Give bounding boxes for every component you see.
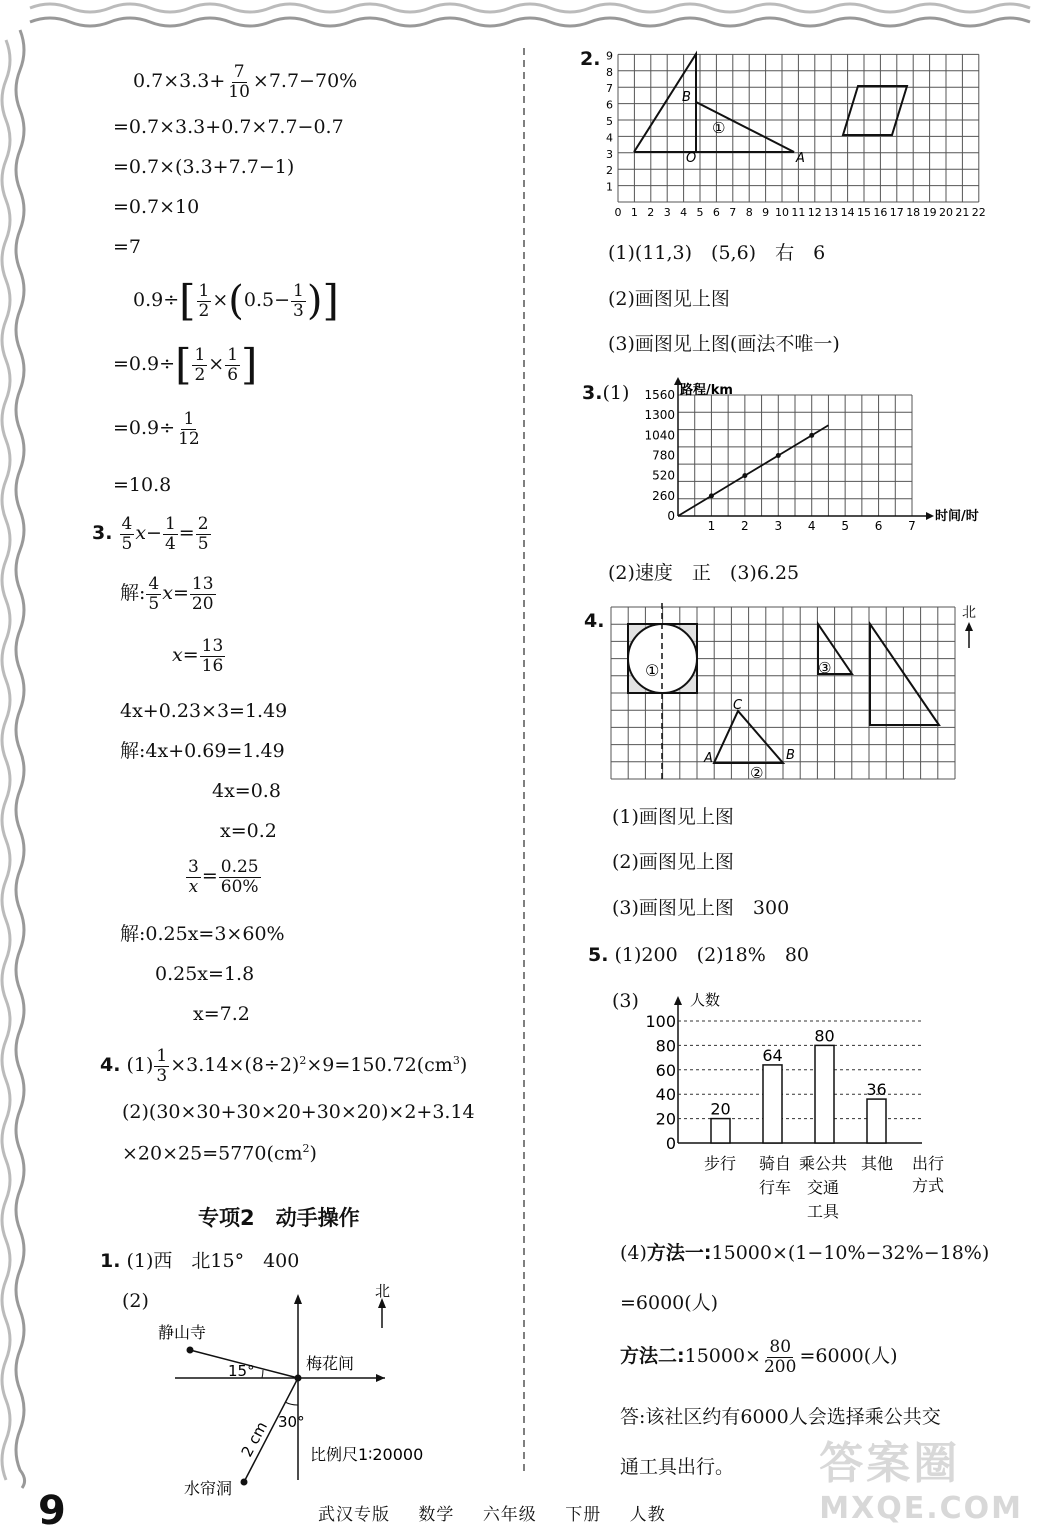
data-point [709,493,714,498]
grid4-label-two: ② [750,764,764,782]
grid-x-tick: 17 [889,206,904,219]
bar-chart-xlabel-line1: 出行 [912,1154,945,1173]
grid-x-tick: 22 [971,206,986,219]
grid-y-tick: 3 [606,147,613,161]
grid-x-tick: 0 [614,206,622,219]
chart-x-tick: 1 [707,519,716,533]
grid-y-tick: 9 [606,49,613,63]
q4-answer-3: (3)画图见上图 300 [612,897,790,919]
calc-line-5: =7 [113,236,142,258]
grid-x-tick: 4 [680,206,688,219]
grid-x-tick: 11 [791,206,806,219]
calc2-line-4: =10.8 [113,474,172,496]
grid4-label-a: A [704,751,713,766]
q4-answer-2: (2)画图见上图 [612,851,734,873]
map-temple-label: 静山寺 [158,1323,207,1342]
grid-x-tick: 15 [857,206,871,219]
bar-category-label: 骑自 [758,1154,792,1173]
bar [763,1065,782,1143]
q5-sub-3: (3) [612,990,639,1012]
drawing-grid [607,603,1002,785]
q3-eq2-step-3: x=0.2 [220,820,277,842]
calc2-line-3: =0.9÷ $\frac{1}{12}$ [113,409,200,449]
page-number: 9 [38,1488,66,1534]
q2-answer-2: (2)画图见上图 [608,288,730,310]
watermark [819,1427,1023,1526]
chart-x-tick: 4 [807,519,816,533]
map-cave-label: 水帘洞 [184,1479,233,1498]
grid-x-tick: 8 [745,206,753,219]
chart-x-tick: 7 [908,519,916,533]
bar-y-tick: 0 [665,1134,676,1153]
chart-ylabel: 路程/km [680,383,733,398]
footer-volume: 下册 [565,1505,602,1525]
calc-line-4: =0.7×10 [113,196,200,218]
q4-answer-1: (1)画图见上图 [612,806,734,828]
q3-solution-1: 解: $\frac{4}{5}$ x= $\frac{13}{20}$ [120,574,214,614]
grid-y-tick: 7 [606,82,613,96]
q2-answer-1: (1)(11,3) (5,6) 右 6 [608,242,826,264]
question-4-part-2-cont: $\times 20\times 25=5770(cm^2)$ [122,1142,317,1165]
bar-category-label: 工具 [806,1202,840,1221]
grid-x-tick: 21 [955,206,970,219]
q3-eq3-step-1: 解:0.25x=3×60% [120,923,285,945]
question-4-part-2: (2)(30×30+30×20+30×20)×2+3.14 [122,1101,475,1123]
grid-x-tick: 19 [922,206,937,219]
calc2-line-2: =0.9÷[ $\frac{1}{2}$ × $\frac{1}{6}$ ] [113,340,258,389]
grid-label-o: O [686,151,697,166]
grid-x-tick: 1 [630,206,638,219]
grid-x-tick: 12 [807,206,822,219]
bar-chart-xlabel-line2: 方式 [912,1176,945,1195]
q3-answer-2: (2)速度 正 (3)6.25 [608,562,800,584]
q3-eq3-step-3: x=7.2 [193,1003,250,1025]
distance-time-chart [630,376,1000,536]
chart-xlabel: 时间/时 [935,509,979,524]
grid-x-tick: 14 [840,206,855,219]
grid4-label-one: ① [645,661,660,680]
q3-equation-2: 4x+0.23×3=1.49 [120,700,288,722]
grid-x-tick: 18 [906,206,921,219]
watermark-line-2: MXQE.COM [819,1491,1023,1526]
bar-chart-ylabel: 人数 [690,991,721,1009]
question-3-equation: 3. $\frac{4}{5}$ x− $\frac{1}{4}$ = $\frac{2}{5}$ [92,514,209,554]
map-scale: 比例尺1∶20000 [310,1445,424,1464]
calc-line-3: =0.7×(3.3+7.7−1) [113,156,295,178]
chart-y-tick: 1560 [644,388,675,402]
grid-y-tick: 2 [606,164,613,178]
travel-mode-bar-chart [640,985,970,1225]
direction-map [150,1280,480,1500]
chart-y-tick: 260 [652,488,675,503]
bar-category-label: 乘公共 [798,1154,848,1173]
bar-category-label: 行车 [758,1178,792,1197]
bar-y-tick: 100 [645,1012,676,1031]
q3-eq2-step-1: 解:4x+0.69=1.49 [120,740,285,762]
grid-x-tick: 6 [712,206,720,219]
question-3-header: 3.(1) [582,382,630,404]
section-title: 专项2 动手操作 [198,1206,360,1230]
data-point [742,473,747,478]
q5-method-1: (4)方法一:15000×(1−10%−32%−18%) [620,1242,990,1264]
q5-conclusion-2: 通工具出行。 [620,1456,735,1478]
bar [867,1099,886,1143]
parallelogram [843,86,907,135]
grid-label-a: A [796,151,805,166]
q3-eq2-step-2: 4x=0.8 [212,780,281,802]
question-4-number: 4. [584,610,605,632]
grid4-label-c: C [733,698,743,713]
chart-y-tick: 1040 [644,428,675,443]
map-angle-15: 15° [228,1362,255,1380]
grid-y-tick: 6 [606,98,613,112]
grid-label-b: B [682,90,691,105]
chart-x-tick: 6 [874,519,883,533]
section2-q1-part2: (2) [122,1290,149,1312]
coordinate-grid [598,48,986,220]
grid-x-tick: 3 [663,206,671,219]
q5-method-1-result: =6000(人) [620,1292,719,1314]
q5-answer-1: 5. (1)200 (2)18% 80 [588,944,809,966]
chart-y-tick: 1300 [644,408,675,423]
bar-y-tick: 20 [655,1109,676,1129]
footer-publisher: 人教 [629,1505,666,1525]
grid-y-tick: 4 [606,131,613,145]
chart-y-tick: 520 [652,468,675,483]
bar [711,1119,730,1143]
data-point [809,433,814,438]
footer-subject: 数学 [418,1505,455,1525]
chart-x-tick: 2 [741,519,749,533]
bar-value-label: 36 [866,1080,887,1100]
map-north-label: 北 [375,1282,391,1300]
calc-line-2: =0.7×3.3+0.7×7.7−0.7 [113,116,344,138]
bar [815,1045,834,1143]
map-angle-30: 30° [278,1413,305,1431]
map-meihua-label: 梅花间 [306,1354,355,1373]
grid-y-tick: 8 [606,65,613,79]
bar-category-label: 交通 [806,1178,840,1197]
bar-category-label: 步行 [703,1154,737,1173]
grid-y-tick: 5 [606,115,613,128]
q3-solution-2: x= $\frac{13}{16}$ [172,636,224,676]
grid-x-tick: 2 [647,206,655,219]
grid-x-tick: 10 [775,206,789,219]
grid-x-tick: 20 [939,206,953,219]
chart-x-tick: 3 [774,519,783,533]
chart-y-tick: 780 [652,448,675,463]
grid-x-tick: 13 [824,206,839,219]
chart-y-tick: 0 [667,509,675,523]
bar-value-label: 20 [710,1099,731,1119]
grid4-label-b: B [786,748,795,763]
triangle-one [696,102,794,152]
q5-conclusion-1: 答:该社区约有6000人会选择乘公共交 [620,1406,941,1428]
q3-equation-3: $\frac{3}{x}$ = $\frac{0.25}{60\%}$ [188,857,259,897]
map-distance: 2 cm [237,1418,271,1460]
calc2-line-1: 0.9÷[ $\frac{1}{2}$ ×(0.5− $\frac{1}{3}$ )] [133,276,339,325]
grid-x-tick: 5 [696,206,704,219]
grid4-label-three: ③ [818,659,832,677]
question-2-number: 2. [580,48,601,70]
bar-y-tick: 40 [655,1085,676,1105]
grid-label-one: ① [712,119,726,137]
bar-category-label: 其他 [860,1154,894,1173]
grid-x-tick: 16 [873,206,888,219]
q2-answer-3: (3)画图见上图(画法不唯一) [608,333,840,355]
series-line [678,425,828,516]
footer-edition: 武汉专版 [318,1505,390,1525]
calc-line-1: 0.7×3.3+ $\frac{7}{10}$ ×7.7−70% [133,62,358,102]
section2-q1-part1: 1. (1)西 北15° 400 [100,1250,300,1272]
q3-eq3-step-2: 0.25x=1.8 [155,963,255,985]
data-point [776,453,781,458]
grid-x-tick: 7 [729,206,737,219]
chart-x-tick: 5 [841,519,849,533]
footer-info [318,1500,688,1525]
grid4-north-label: 北 [962,605,976,621]
grid-x-tick: 9 [762,206,770,219]
grid-y-tick: 1 [606,180,613,194]
question-4-part-1: 4. (1) $\frac{1}{3}$ $\times 3.14\times(8\div 2)^2\times 9=150.72(cm^3)$ [100,1046,468,1086]
bar-value-label: 64 [762,1045,783,1065]
bar-y-tick: 60 [655,1060,676,1080]
bar-value-label: 80 [814,1026,835,1046]
watermark-line-1: 答案圈 [819,1438,961,1489]
q5-method-2: 方法二:15000× $\frac{80}{200}$ =6000(人) [620,1337,898,1377]
footer-grade: 六年级 [482,1505,537,1525]
grid4-north-arrow [962,622,976,650]
bar-y-tick: 80 [655,1036,676,1056]
